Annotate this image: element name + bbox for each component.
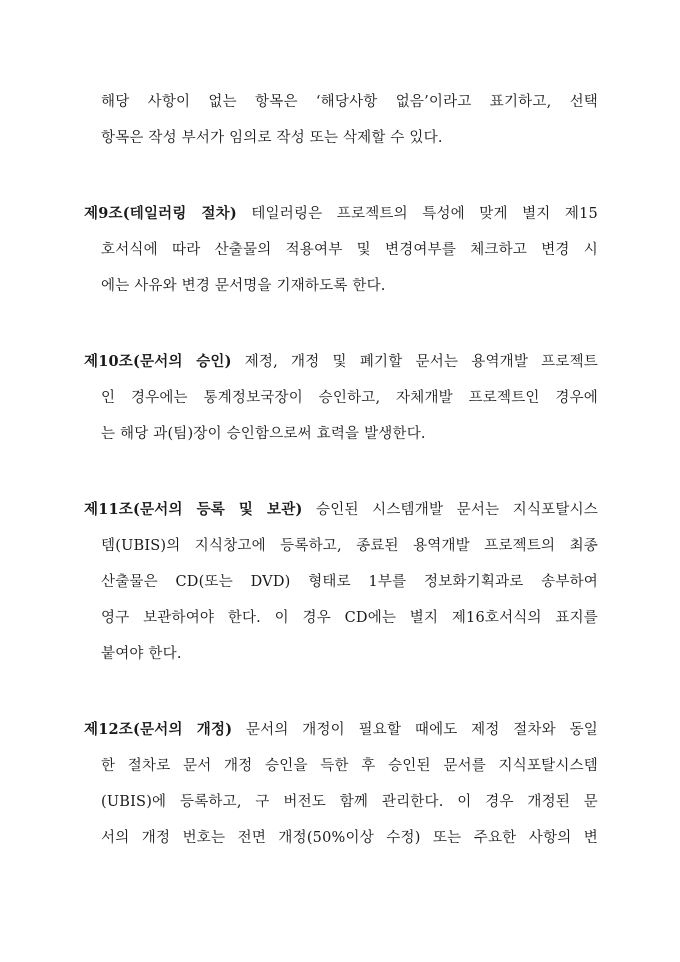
text-line: 에는 사유와 변경 문서명을 기재하도록 한다. <box>101 278 386 294</box>
article-10-heading: 제10조(문서의 승인) <box>84 353 232 370</box>
article-10-text: 제정, 개정 및 폐기할 문서는 용역개발 프로젝트 <box>231 354 598 370</box>
article-12-text: 문서의 개정이 필요할 때에도 제정 절차와 동일 <box>232 722 598 738</box>
article-12-heading: 제12조(문서의 개정) <box>84 721 233 738</box>
text-line: 템(UBIS)의 지식창고에 등록하고, 종료된 용역개발 프로젝트의 최종 <box>101 538 598 554</box>
article-12-first-line <box>84 720 598 740</box>
article-10-first-line <box>84 352 598 372</box>
article-11-heading: 제11조(문서의 등록 및 보관) <box>84 501 303 518</box>
text-line: 호서식에 따라 산출물의 적용여부 및 변경여부를 체크하고 변경 시 <box>101 242 598 258</box>
article-9-text: 테일러링은 프로젝트의 특성에 맞게 별지 제15 <box>236 206 598 222</box>
article-9-heading: 제9조(테일러링 절차) <box>84 205 237 222</box>
text-line: 인 경우에는 통계정보국장이 승인하고, 자체개발 프로젝트인 경우에 <box>101 390 598 406</box>
article-9-first-line <box>84 204 598 224</box>
text-line: 붙여야 한다. <box>101 646 182 662</box>
text-line: 한 절차로 문서 개정 승인을 득한 후 승인된 문서를 지식포탈시스템 <box>101 758 598 774</box>
text-line: 는 해당 과(팀)장이 승인함으로써 효력을 발생한다. <box>101 426 426 442</box>
text-line: (UBIS)에 등록하고, 구 버전도 함께 관리한다. 이 경우 개정된 문 <box>101 794 598 810</box>
text-line: 서의 개정 번호는 전면 개정(50%이상 수정) 또는 주요한 사항의 변 <box>101 830 598 846</box>
article-11-text: 승인된 시스템개발 문서는 지식포탈시스 <box>302 502 598 518</box>
text-line: 항목은 작성 부서가 임의로 작성 또는 삭제할 수 있다. <box>101 130 443 146</box>
article-11-first-line <box>84 500 598 520</box>
text-line: 산출물은 CD(또는 DVD) 형태로 1부를 정보화기획과로 송부하여 <box>101 574 598 590</box>
text-line: 해당 사항이 없는 항목은 ‘해당사항 없음’이라고 표기하고, 선택 <box>101 94 598 110</box>
text-line: 영구 보관하여야 한다. 이 경우 CD에는 별지 제16호서식의 표지를 <box>101 610 598 626</box>
